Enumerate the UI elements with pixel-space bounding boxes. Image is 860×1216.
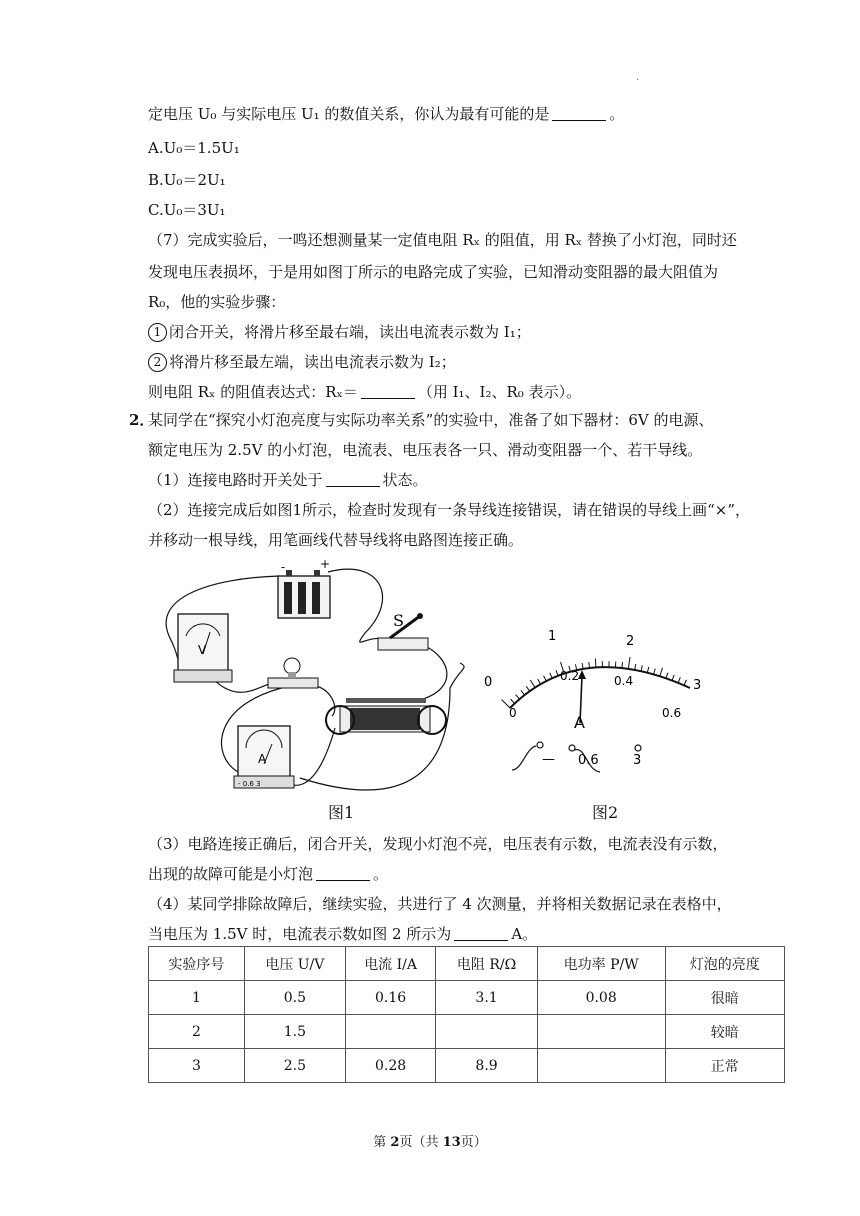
- meter-tick: [556, 670, 558, 676]
- table-cell[interactable]: [537, 1049, 665, 1083]
- meter-tick: [550, 673, 552, 678]
- meter-tick: [622, 662, 623, 668]
- table-cell: 3.1: [436, 981, 537, 1015]
- page-footer: [0, 1131, 860, 1150]
- terminal-3: 3: [633, 753, 642, 768]
- option-c: C.U₀＝3U₁: [148, 201, 226, 219]
- sub-question-2-line-1: （2）连接完成后如图1所示，检查时发现有一条导线连接错误，请在错误的导线上画“×”，: [148, 501, 750, 519]
- answer-blank[interactable]: [326, 472, 380, 487]
- option-a: A.U₀＝1.5U₁: [148, 139, 240, 157]
- table-cell: 2: [149, 1015, 245, 1049]
- sub-question-2-line-2: 并移动一根导线，用笔画线代替导线将电路图连接正确。: [148, 531, 524, 549]
- table-header-row: [149, 947, 785, 981]
- sub-question-3-line-2: [148, 864, 388, 884]
- meter-tick: [635, 664, 636, 670]
- line-text: 。: [373, 865, 389, 883]
- battery-plus-label: +: [320, 558, 331, 571]
- table-cell: 0.28: [345, 1049, 435, 1083]
- meter-tick: [678, 677, 680, 683]
- meter-ticks: [502, 657, 690, 708]
- table-cell: 正常: [665, 1049, 784, 1083]
- option-b: B.U₀＝2U₁: [148, 171, 226, 189]
- line-text: 则电阻 Rₓ 的阻值表达式：Rₓ＝: [148, 383, 358, 401]
- table-row: [149, 981, 785, 1015]
- line-text: （用 I₁、I₂、R₀ 表示）。: [417, 383, 582, 401]
- step-1: [148, 322, 531, 342]
- table-cell: 很暗: [665, 981, 784, 1015]
- top-scale-1: 1: [548, 629, 557, 644]
- table-cell: 0.08: [537, 981, 665, 1015]
- switch-label: S: [393, 611, 404, 630]
- figure-2-label: 图2: [592, 803, 619, 822]
- answer-blank[interactable]: [316, 866, 370, 881]
- table-cell: 3: [149, 1049, 245, 1083]
- footer-text: 第: [373, 1135, 391, 1150]
- battery-icon: [278, 570, 330, 618]
- step-number-1: 1: [148, 323, 167, 342]
- line-text: 定电压 U₀ 与实际电压 U₁ 的数值关系，你认为最有可能的是: [148, 105, 550, 123]
- meter-tick: [526, 686, 529, 691]
- table-row: [149, 1015, 785, 1049]
- question-line: [148, 104, 624, 124]
- answer-blank[interactable]: [552, 106, 606, 121]
- line-text: 出现的故障可能是小灯泡: [148, 865, 314, 883]
- meter-terminals: [512, 742, 641, 772]
- wire: [420, 646, 447, 700]
- bottom-scale-02: 0.2: [560, 669, 580, 683]
- line-text: （1）连接电路时开关处于: [148, 471, 323, 489]
- table-cell[interactable]: [537, 1015, 665, 1049]
- meter-tick: [589, 662, 590, 668]
- meter-needle-tip: [578, 670, 586, 679]
- meter-tick: [660, 668, 663, 677]
- table-cell: 0.16: [345, 981, 435, 1015]
- answer-blank[interactable]: [361, 384, 415, 399]
- step-text: 闭合开关，将滑片移至最右端，读出电流表示数为 I₁；: [169, 323, 531, 341]
- meter-tick: [666, 673, 668, 679]
- table-cell: 较暗: [665, 1015, 784, 1049]
- table-header: 电功率 P/W: [537, 947, 665, 981]
- top-scale-3: 3: [693, 678, 702, 693]
- line-text: 状态。: [382, 471, 428, 489]
- data-table: [148, 946, 785, 1083]
- q7-line-3: R₀，他的实验步骤：: [148, 293, 286, 311]
- problem-number: 2．: [129, 411, 155, 429]
- step-text: 将滑片移至最左端，读出电流表示数为 I₂；: [169, 353, 456, 371]
- table-cell: 2.5: [244, 1049, 345, 1083]
- terminal-06: 0.6: [578, 753, 599, 768]
- page-marker: .: [636, 72, 640, 83]
- meter-tick: [521, 690, 525, 695]
- meter-tick: [647, 667, 648, 673]
- expression-line: [148, 382, 581, 402]
- meter-tick: [684, 680, 686, 686]
- table-header: 灯泡的亮度: [665, 947, 784, 981]
- footer-text: 页）: [460, 1135, 487, 1150]
- bottom-scale-04: 0.4: [614, 674, 634, 688]
- current-page: 2: [390, 1135, 400, 1150]
- figures: [150, 558, 710, 828]
- table-header: 实验序号: [149, 947, 245, 981]
- meter-unit: A: [574, 713, 585, 732]
- sub-question-4-line-2: [148, 924, 537, 944]
- battery-minus-label: -: [281, 560, 286, 574]
- circuit-illustration: [150, 558, 710, 808]
- sub-question-4-line-1: （4）某同学排除故障后，继续实验，共进行了 4 次测量，并将相关数据记录在表格中，: [148, 895, 732, 913]
- line-text: A。: [511, 925, 538, 943]
- line-text: 当电压为 1.5V 时，电流表示数如图 2 所示为: [148, 925, 452, 943]
- problem-2-line-2: 额定电压为 2.5V 的小灯泡，电流表、电压表各一只、滑动变阻器一个、若干导线。: [148, 441, 703, 459]
- meter-tick: [538, 679, 541, 684]
- meter-tick: [628, 657, 630, 669]
- step-number-2: 2: [148, 353, 167, 372]
- q7-line-2: 发现电压表损坏，于是用如图丁所示的电路完成了实验，已知滑动变阻器的最大阻值为: [148, 263, 719, 281]
- table-row: [149, 1049, 785, 1083]
- meter-tick: [595, 658, 596, 667]
- meter-tick: [516, 695, 520, 700]
- table-cell[interactable]: [345, 1015, 435, 1049]
- meter-tick: [672, 675, 674, 681]
- meter-tick: [511, 699, 515, 703]
- table-cell: 8.9: [436, 1049, 537, 1083]
- table-cell: 0.5: [244, 981, 345, 1015]
- table-header: 电流 I/A: [345, 947, 435, 981]
- voltmeter-label: V: [198, 643, 207, 657]
- step-2: [148, 352, 456, 372]
- meter-tick: [544, 676, 547, 681]
- bottom-scale-0: 0: [509, 706, 517, 720]
- table-header: 电压 U/V: [244, 947, 345, 981]
- line-text: 。: [609, 105, 625, 123]
- q7-line-1: （7）完成实验后，一鸣还想测量某一定值电阻 Rₓ 的阻值，用 Rₓ 替换了小灯泡，同时还: [148, 231, 737, 249]
- top-scale-2: 2: [626, 634, 635, 649]
- table-header: 电阻 R/Ω: [436, 947, 537, 981]
- table-cell[interactable]: [436, 1015, 537, 1049]
- meter-dial: [510, 667, 690, 708]
- meter-tick: [654, 669, 656, 675]
- top-scale-0: 0: [484, 675, 493, 690]
- wire: [315, 686, 335, 716]
- terminal-minus: —: [542, 752, 555, 767]
- lamp-icon: [268, 658, 318, 688]
- sub-question-1: [148, 470, 428, 490]
- answer-blank[interactable]: [454, 926, 508, 941]
- bottom-scale-06: 0.6: [662, 706, 682, 720]
- meter-tick: [530, 680, 535, 688]
- wire: [328, 569, 385, 642]
- rheostat-icon: [326, 698, 446, 734]
- figure-1-label: 图1: [328, 803, 355, 822]
- sub-question-3-line-1: （3）电路连接正确后，闭合开关，发现小灯泡不亮，电压表有示数，电流表没有示数，: [148, 835, 728, 853]
- problem-2-line-1: 某同学在“探究小灯泡亮度与实际功率关系”的实验中，准备了如下器材：6V 的电源、: [148, 411, 714, 429]
- ammeter-label: A: [258, 752, 267, 766]
- footer-text: 页（共: [399, 1135, 443, 1150]
- total-pages: 13: [442, 1135, 461, 1150]
- meter-tick: [641, 665, 642, 671]
- ammeter-terminals-label: - 0.6 3: [238, 780, 261, 788]
- table-cell: 1.5: [244, 1015, 345, 1049]
- table-cell: 1: [149, 981, 245, 1015]
